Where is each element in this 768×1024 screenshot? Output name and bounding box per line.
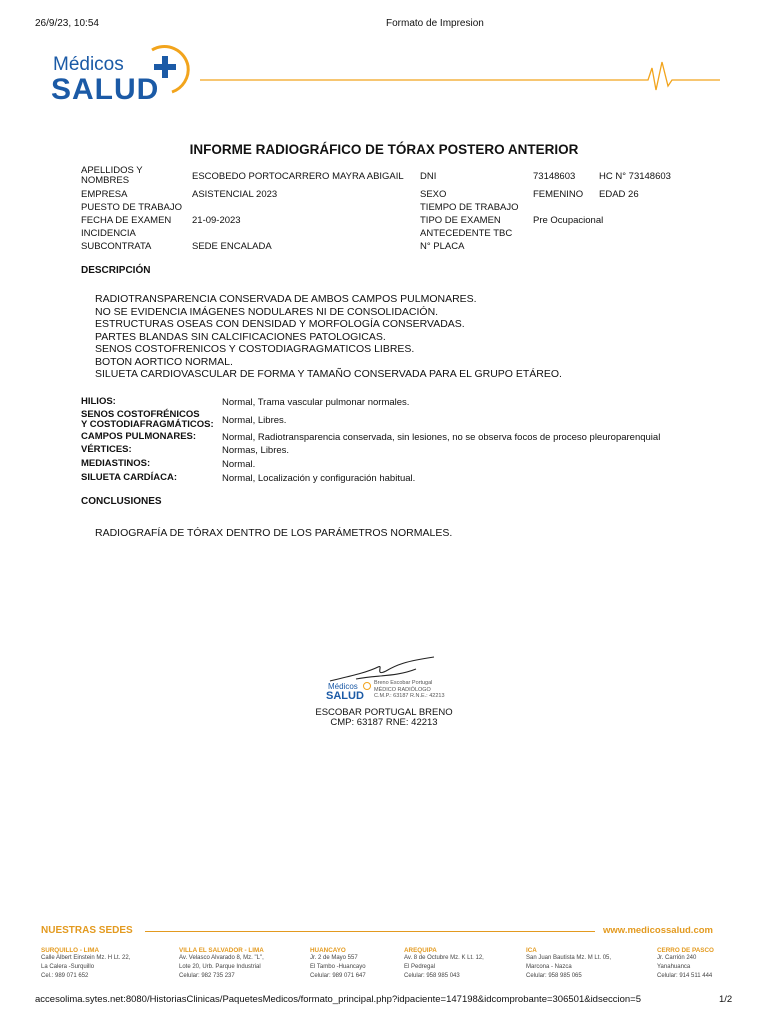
finding-label-mediastinos: MEDIASTINOS: <box>81 458 151 469</box>
apellidos-label: APELLIDOS Y NOMBRES <box>81 165 143 186</box>
finding-label-campos: CAMPOS PULMONARES: <box>81 431 197 442</box>
footer-website: www.medicossalud.com <box>603 925 713 936</box>
print-datetime: 26/9/23, 10:54 <box>35 18 99 29</box>
subcontrata-value: SEDE ENCALADA <box>192 241 272 252</box>
descripcion-line: SENOS COSTOFRENICOS Y COSTODIAGRAGMATICOS LIBRES. <box>95 343 415 355</box>
doctor-cmp: CMP: 63187 RNE: 42213 <box>330 717 438 728</box>
finding-label-silueta: SILUETA CARDÍACA: <box>81 472 178 483</box>
tiempo-label: TIEMPO DE TRABAJO <box>420 202 519 213</box>
hc-value: HC N° 73148603 <box>599 171 671 182</box>
fecha-label: FECHA DE EXAMEN <box>81 215 172 226</box>
doctor-stamp <box>326 680 450 704</box>
finding-value-campos: Normal, Radiotransparencia conservada, sin lesiones, no se observa focos de proceso pleuroparenquial <box>222 432 661 443</box>
sede-ica: ICA San Juan Bautista Mz. M Lt. 05, Marcona - Nazca Celular: 958 985 065 <box>526 947 612 979</box>
heartbeat-line-icon <box>200 60 720 94</box>
sexo-label: SEXO <box>420 189 447 200</box>
tipo-label: TIPO DE EXAMEN <box>420 215 501 226</box>
logo-salud-text: SALUD <box>51 73 160 106</box>
print-url: accesolima.sytes.net:8080/HistoriasClinicas/PaquetesMedicos/formato_principal.php?idpaciente=147198&idcomprobante=306501&idseccion=5 <box>35 994 642 1005</box>
tipo-value: Pre Ocupacional <box>533 215 604 226</box>
incidencia-label: INCIDENCIA <box>81 228 136 239</box>
conclusiones-heading: CONCLUSIONES <box>81 496 162 507</box>
fecha-value: 21-09-2023 <box>192 215 241 226</box>
logo-plus-icon <box>142 42 198 100</box>
placa-label: N° PLACA <box>420 241 465 252</box>
empresa-value: ASISTENCIAL 2023 <box>192 189 278 200</box>
sede-villa-el-salvador: VILLA EL SALVADOR - LIMA Av. Velasco Alvarado 8, Mz. "L", Lote 20, Urb. Parque Industrial Celular: 982 735 237 <box>179 947 264 979</box>
report-title: INFORME RADIOGRÁFICO DE TÓRAX POSTERO ANTERIOR <box>189 142 579 157</box>
descripcion-line: SILUETA CARDIOVASCULAR DE FORMA Y TAMAÑO CONSERVADA PARA EL GRUPO ETÁREO. <box>95 368 562 380</box>
stamp-logo-salud: SALUD <box>326 690 364 702</box>
descripcion-line: NO SE EVIDENCIA IMÁGENES NODULARES NI DE CONSOLIDACIÓN. <box>95 305 439 318</box>
finding-label-senos: SENOS COSTOFRÉNICOS Y COSTODIAFRAGMÁTICOS: <box>81 409 214 430</box>
descripcion-line: BOTON AORTICO NORMAL. <box>95 355 233 368</box>
finding-label-hilios: HILIOS: <box>81 396 116 407</box>
doctor-name: ESCOBAR PORTUGAL BRENO <box>315 707 453 718</box>
descripcion-text <box>95 293 562 381</box>
patient-name: ESCOBEDO PORTOCARRERO MAYRA ABIGAIL <box>192 171 404 182</box>
sede-surquillo: SURQUILLO - LIMA Calle Albert Einstein Mz. H Lt. 22, La Calera -Surquillo Cel.: 989 071 652 <box>41 947 131 979</box>
footer-heading: NUESTRAS SEDES <box>41 925 133 936</box>
stamp-logo-medicos: Médicos <box>328 682 358 691</box>
descripcion-line: PARTES BLANDAS SIN CALCIFICACIONES PATOLOGICAS. <box>95 330 386 343</box>
print-page-title: Formato de Impresion <box>386 18 484 29</box>
logo-medicos-text: Médicos <box>53 54 124 75</box>
finding-value-senos: Normal, Libres. <box>222 415 287 426</box>
puesto-label: PUESTO DE TRABAJO <box>81 202 183 213</box>
subcontrata-label: SUBCONTRATA <box>81 241 152 252</box>
empresa-label: EMPRESA <box>81 189 128 200</box>
sexo-value: FEMENINO <box>533 189 584 200</box>
sede-arequipa: AREQUIPA Av. 8 de Octubre Mz. K Lt. 12, El Pedregal Celular: 958 985 043 <box>404 947 484 979</box>
footer-divider <box>145 931 595 932</box>
descripcion-line: ESTRUCTURAS OSEAS CON DENSIDAD Y MORFOLOGÍA CONSERVADAS. <box>95 318 465 330</box>
finding-value-mediastinos: Normal. <box>222 459 256 470</box>
dni-label: DNI <box>420 171 437 182</box>
edad-value: EDAD 26 <box>599 189 639 200</box>
sede-huancayo: HUANCAYO Jr. 2 de Mayo 557 El Tambo -Huancayo Celular: 989 071 647 <box>310 947 366 979</box>
finding-label-vertices: VÉRTICES: <box>81 444 132 455</box>
stamp-text: Breno Escobar Portugal MÉDICO RADIÓLOGO C.M.P.: 63187 R.N.E.: 42213 <box>374 680 445 699</box>
stamp-plus-icon <box>363 682 371 690</box>
descripcion-line: RADIOTRANSPARENCIA CONSERVADA DE AMBOS CAMPOS PULMONARES. <box>95 293 477 305</box>
antecedente-label: ANTECEDENTE TBC <box>420 228 513 239</box>
sede-cerro-de-pasco: CERRO DE PASCO Jr. Carrión 240 Yanahuanca Celular: 914 511 444 <box>657 947 714 979</box>
finding-value-vertices: Normas, Libres. <box>222 445 290 456</box>
print-page-number: 1/2 <box>719 994 733 1005</box>
medicos-salud-logo <box>50 42 200 104</box>
conclusion-text: RADIOGRAFÍA DE TÓRAX DENTRO DE LOS PARÁMETROS NORMALES. <box>95 527 453 539</box>
dni-value: 73148603 <box>533 171 576 182</box>
finding-value-hilios: Normal, Trama vascular pulmonar normales. <box>222 397 410 408</box>
finding-value-silueta: Normal, Localización y configuración habitual. <box>222 473 416 484</box>
descripcion-heading: DESCRIPCIÓN <box>81 265 151 276</box>
